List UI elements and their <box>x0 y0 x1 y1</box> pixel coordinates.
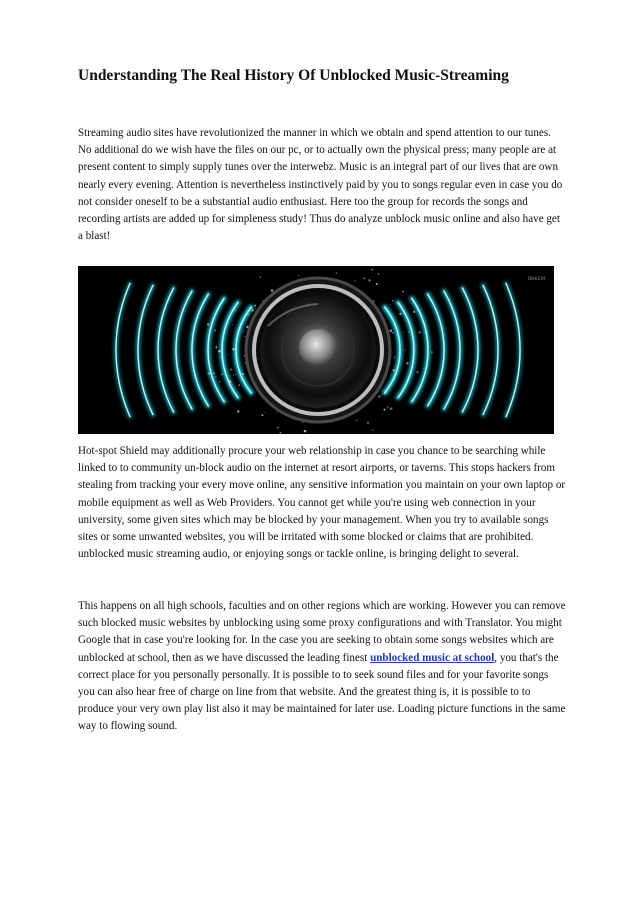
splash-particle <box>236 338 237 339</box>
splash-particle <box>413 311 415 313</box>
splash-particle <box>304 430 307 433</box>
splash-particle <box>424 332 425 333</box>
splash-particle <box>393 369 395 371</box>
splash-particle <box>298 275 299 276</box>
splash-particle <box>354 280 356 282</box>
splash-particle <box>228 383 230 385</box>
splash-particle <box>232 348 235 351</box>
splash-particle <box>402 291 404 293</box>
splash-particle <box>277 427 279 429</box>
splash-particle <box>418 331 421 334</box>
splash-particle <box>243 331 244 332</box>
splash-particle <box>414 390 415 391</box>
unblocked-music-link[interactable]: unblocked music at school <box>370 651 495 664</box>
hotspot-paragraph: Hot-spot Shield may additionally procure your web relationship in case you chance to be searching while linked to to community un-block audio on the internet at resort airports, or taverns. This stops hackers from stealing from tracking your every move online, any sensitive information you maintain on your own laptop or mobile equipment as well as Web Providers. You cannot get while you're using web connection in your university, some given sites which may be blocked by your management. When you try to available songs sites or some unwanted websites, you will be irritated with some blocked or claims that are prohibited. unblocked music streaming audio, or enjoying songs or tackle online, is bringing delight to several. <box>78 445 566 561</box>
splash-particle <box>363 277 365 279</box>
splash-particle <box>390 330 393 333</box>
splash-particle <box>213 372 215 374</box>
splash-particle <box>254 305 256 307</box>
splash-particle <box>385 393 387 395</box>
splash-particle <box>221 373 222 374</box>
splash-particle <box>378 395 381 398</box>
splash-particle <box>384 409 386 411</box>
splash-particle <box>236 359 237 360</box>
splash-particle <box>385 390 387 392</box>
splash-particle <box>233 375 234 376</box>
splash-particle <box>369 279 371 281</box>
splash-particle <box>356 420 357 421</box>
splash-particle <box>431 351 433 353</box>
splash-particle <box>392 300 394 302</box>
splash-particle <box>371 268 373 270</box>
splash-particle <box>264 412 265 413</box>
splash-particle <box>390 407 393 410</box>
speaker-image <box>78 266 554 434</box>
splash-particle <box>219 381 221 383</box>
splash-particle <box>367 422 369 424</box>
splash-particle <box>235 374 236 375</box>
splash-particle <box>393 356 395 358</box>
splash-particle <box>235 309 237 311</box>
schools-paragraph-text-before: This happens on all high schools, faculties and on other regions which are working. However you can remove such blocked music websites by unblocking using some proxy configurations and with Translator. You might Google that in case you're looking for. In the case you are seeking to obtain some songs websites which are unblocked at school, then as we have discussed the leading finest <box>78 600 566 664</box>
splash-particle <box>387 406 390 409</box>
splash-particle <box>237 410 239 412</box>
splash-particle <box>255 308 256 309</box>
splash-particle <box>238 384 240 386</box>
splash-particle <box>207 323 209 325</box>
splash-particle <box>260 276 261 277</box>
splash-particle <box>378 273 380 275</box>
splash-particle <box>247 314 248 315</box>
splash-particle <box>227 354 228 355</box>
document-title: Understanding The Real History Of Unblocked Music-Streaming <box>78 67 509 84</box>
splash-particle <box>207 372 210 375</box>
splash-particle <box>406 362 408 364</box>
splash-particle <box>399 313 401 315</box>
splash-particle <box>404 349 406 351</box>
splash-particle <box>218 350 220 352</box>
splash-particle <box>261 414 263 416</box>
splash-particle <box>376 283 378 285</box>
splash-particle <box>228 381 231 384</box>
intro-paragraph: Streaming audio sites have revolutionized the manner in which we obtain and spend attention to our tunes. No additional do we wish have the files on our pc, or to actually own the physical press; many people are at present content to simply supply tunes over the interwebz. Music is an integral part of our lives that are own nearly every evening. Attention is nevertheless instinctively paid by you to songs regular even in case you do not consider oneself to be a substantial audio enthusiast. Here too the group for records the songs and recording artists are added up for simpleness study! Thus do analyze unblock music online and also have get a blast! <box>78 127 563 243</box>
splash-particle <box>302 422 303 423</box>
splash-particle <box>207 334 208 335</box>
splash-particle <box>245 315 246 316</box>
splash-particle <box>230 368 233 371</box>
splash-particle <box>280 432 282 434</box>
splash-particle <box>232 324 233 325</box>
speaker-illustration <box>78 266 554 434</box>
splash-particle <box>396 368 398 370</box>
splash-particle <box>336 272 337 273</box>
splash-particle <box>372 429 374 431</box>
splash-particle <box>416 371 419 374</box>
image-watermark: deezer <box>527 276 546 282</box>
splash-particle <box>403 332 404 333</box>
splash-particle <box>214 329 216 331</box>
splash-particle <box>215 376 217 378</box>
splash-particle <box>251 309 253 311</box>
splash-particle <box>271 289 274 292</box>
splash-particle <box>408 331 409 332</box>
schools-paragraph <box>78 598 566 736</box>
splash-particle <box>244 335 246 337</box>
schools-paragraph-text-after: , you that's the correct place for you personally personally. It is possible to to seek sound files and for your favorite songs you can also hear free of charge on line from that website. And the greatest thing is, it is possible to to produce your very own play list also it may be maintained for later use. Loading picture functions in the same way to flowing sound. <box>78 651 566 733</box>
splash-particle <box>392 332 394 334</box>
splash-particle <box>389 304 390 305</box>
splash-particle <box>242 373 244 375</box>
splash-particle <box>391 374 392 375</box>
splash-particle <box>215 346 217 348</box>
splash-particle <box>235 362 237 364</box>
splash-particle <box>276 412 277 413</box>
